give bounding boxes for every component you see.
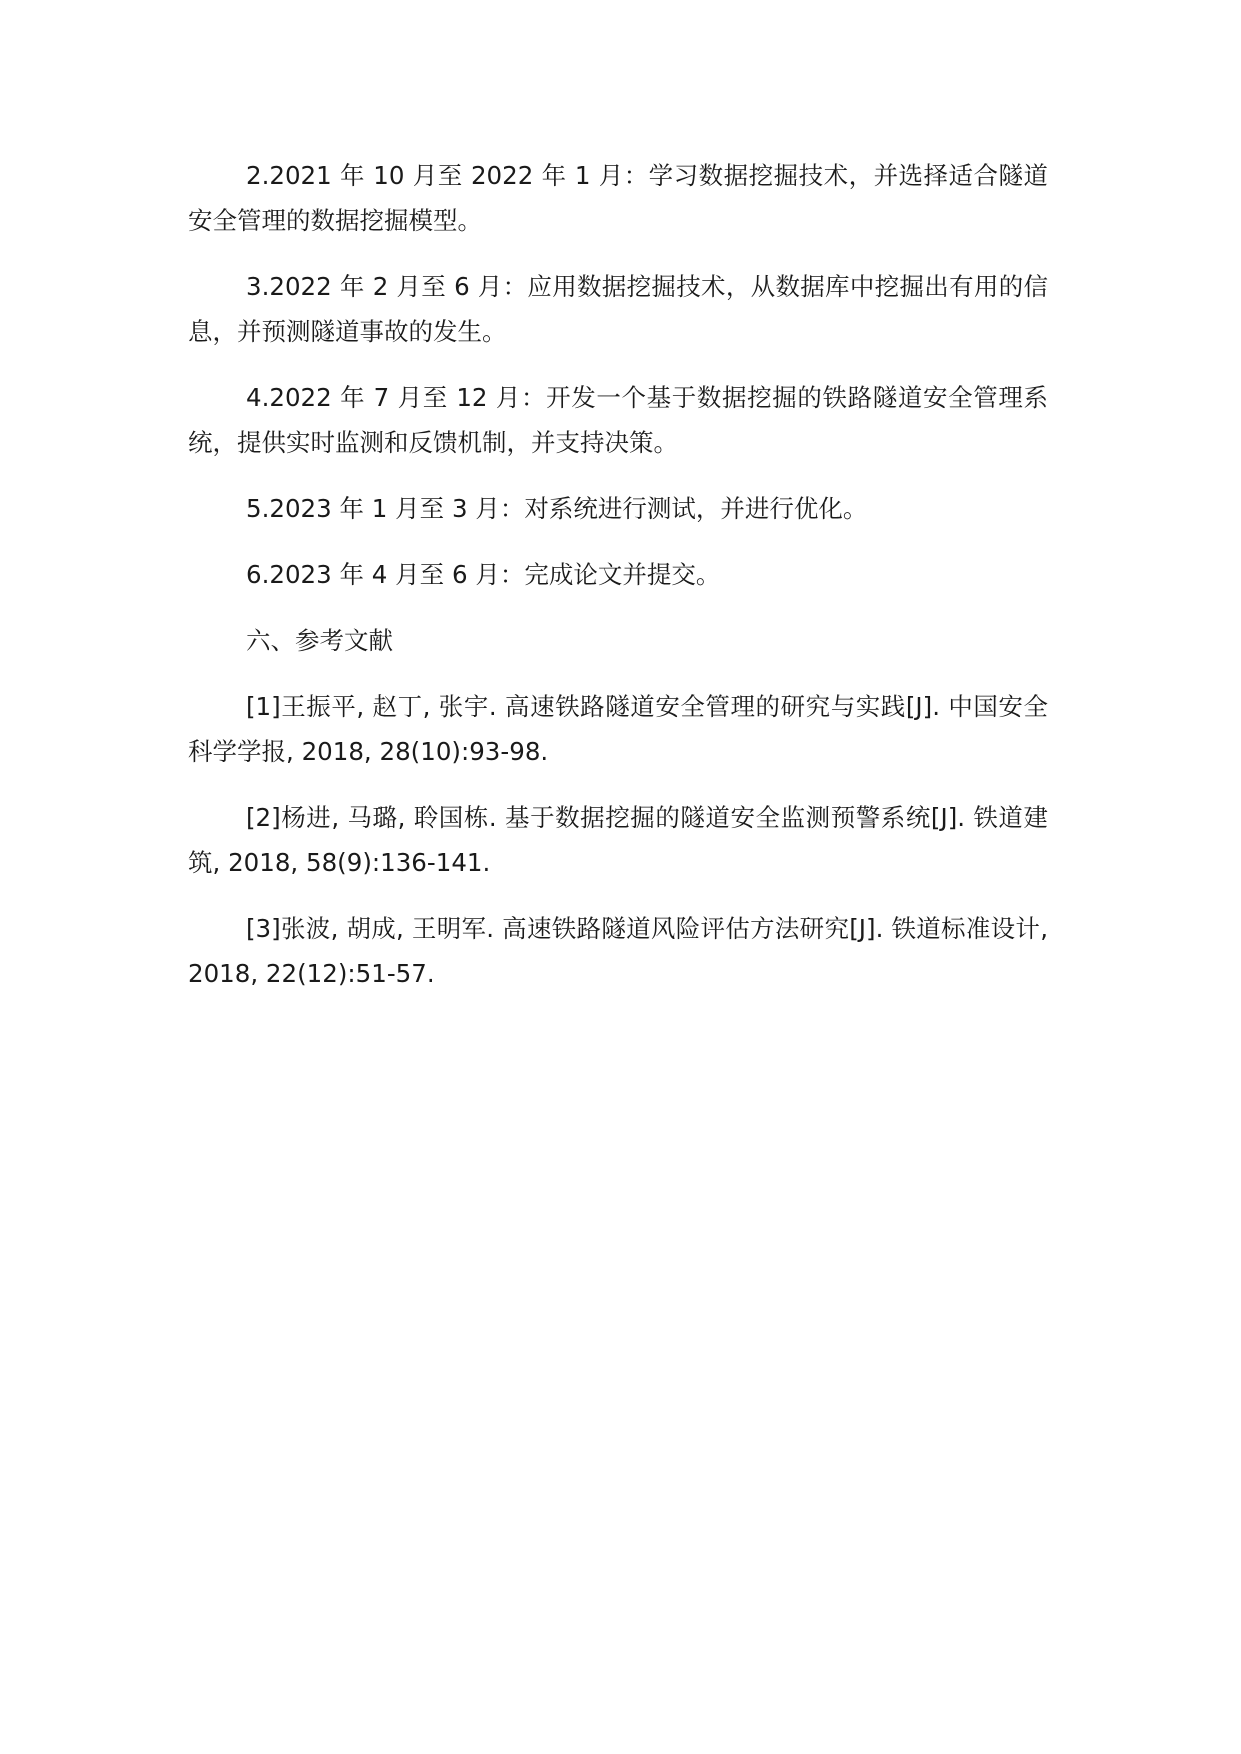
reference-item-2: [2]杨进, 马璐, 聆国栋. 基于数据挖掘的隧道安全监测预警系统[J]. 铁道建筑, 2018, 58(9):136-141. <box>188 803 1048 877</box>
schedule-item-2: 2.2021 年 10 月至 2022 年 1 月：学习数据挖掘技术，并选择适合隧道安全管理的数据挖掘模型。 <box>188 161 1048 235</box>
schedule-item-5: 5.2023 年 1 月至 3 月：对系统进行测试，并进行优化。 <box>246 494 868 523</box>
reference-item-1: [1]王振平, 赵丁, 张宇. 高速铁路隧道安全管理的研究与实践[J]. 中国安全科学学报, 2018, 28(10):93-98. <box>188 692 1048 766</box>
reference-item-3: [3]张波, 胡成, 王明军. 高速铁路隧道风险评估方法研究[J]. 铁道标准设计, 2018, 22(12):51-57. <box>188 914 1048 988</box>
schedule-item-3: 3.2022 年 2 月至 6 月：应用数据挖掘技术，从数据库中挖掘出有用的信息，并预测隧道事故的发生。 <box>188 272 1048 346</box>
schedule-item-4: 4.2022 年 7 月至 12 月：开发一个基于数据挖掘的铁路隧道安全管理系统，提供实时监测和反馈机制，并支持决策。 <box>188 383 1048 457</box>
references-heading: 六、参考文献 <box>246 626 393 655</box>
schedule-item-6: 6.2023 年 4 月至 6 月：完成论文并提交。 <box>246 560 721 589</box>
document-body <box>188 153 1048 1017</box>
